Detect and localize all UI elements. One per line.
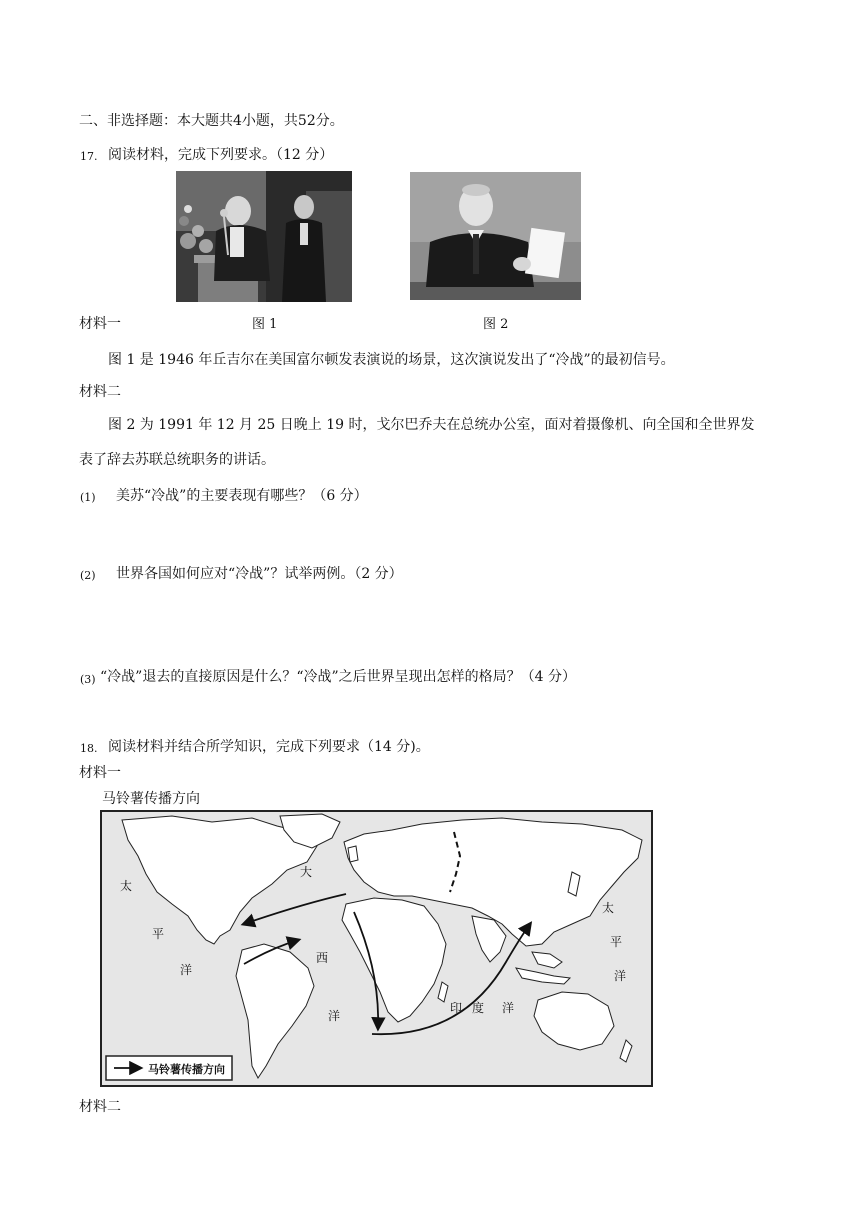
q18-material1-label: 材料一 <box>79 765 121 781</box>
map-label-indian-2: 度 <box>472 1001 485 1015</box>
map-label-atlantic-3: 洋 <box>328 1009 341 1023</box>
britain-shape <box>348 846 358 862</box>
map-title: 马铃薯传播方向 <box>102 791 200 807</box>
map-legend-label: 马铃薯传播方向 <box>148 1064 225 1076</box>
map-label-pacific-left-3: 洋 <box>180 963 193 977</box>
q17-sub2-number: (2) <box>80 569 96 582</box>
q17-sub1-number: (1) <box>80 491 96 504</box>
map-label-pacific-left-1: 太 <box>120 879 133 893</box>
figure-2-caption: 图 2 <box>483 317 509 332</box>
q17-material1-label: 材料一 <box>79 316 121 332</box>
q17-material2-label: 材料二 <box>79 384 121 400</box>
map-label-indian-3: 洋 <box>502 1001 515 1015</box>
question-18-prompt: 阅读材料并结合所学知识，完成下列要求（14 分)。 <box>108 739 430 755</box>
figure-1-photo <box>176 171 352 302</box>
q17-sub1-text: 美苏“冷战”的主要表现有哪些？（6 分） <box>116 488 368 504</box>
map-label-atlantic-1: 大 <box>300 865 313 879</box>
map-label-pacific-right-1: 太 <box>602 901 615 915</box>
question-17-prompt: 阅读材料，完成下列要求。（12 分） <box>108 147 334 163</box>
q17-sub3-number: (3) <box>80 673 96 686</box>
map-label-pacific-right-2: 平 <box>610 935 623 949</box>
q17-sub2-text: 世界各国如何应对“冷战”？试举两例。（2 分） <box>116 566 403 582</box>
question-17-number: 17. <box>80 150 98 163</box>
figure-2-photo <box>410 172 581 300</box>
q17-sub3-text: “冷战”退去的直接原因是什么？“冷战”之后世界呈现出怎样的格局？（4 分） <box>100 669 576 685</box>
map-label-atlantic-2: 西 <box>316 951 329 965</box>
q17-material1-text: 图 1 是 1946 年丘吉尔在美国富尔顿发表演说的场景，这次演说发出了“冷战”的最初信号。 <box>108 352 675 368</box>
question-18-number: 18. <box>80 742 98 755</box>
map-label-indian-1: 印 <box>450 1001 463 1015</box>
q18-material2-label: 材料二 <box>79 1099 121 1115</box>
q17-material2-text-line1: 图 2 为 1991 年 12 月 25 日晚上 19 时，戈尔巴乔夫在总统办公室，面对着摄像机、向全国和全世界发 <box>108 417 755 433</box>
map-label-pacific-right-3: 洋 <box>614 969 627 983</box>
section-heading: 二、非选择题：本大题共4小题，共52分。 <box>79 113 344 129</box>
figure-1-caption: 图 1 <box>252 317 278 332</box>
q17-material2-text-line2: 表了辞去苏联总统职务的讲话。 <box>79 452 275 468</box>
potato-spread-map <box>100 810 653 1087</box>
map-label-pacific-left-2: 平 <box>152 927 165 941</box>
